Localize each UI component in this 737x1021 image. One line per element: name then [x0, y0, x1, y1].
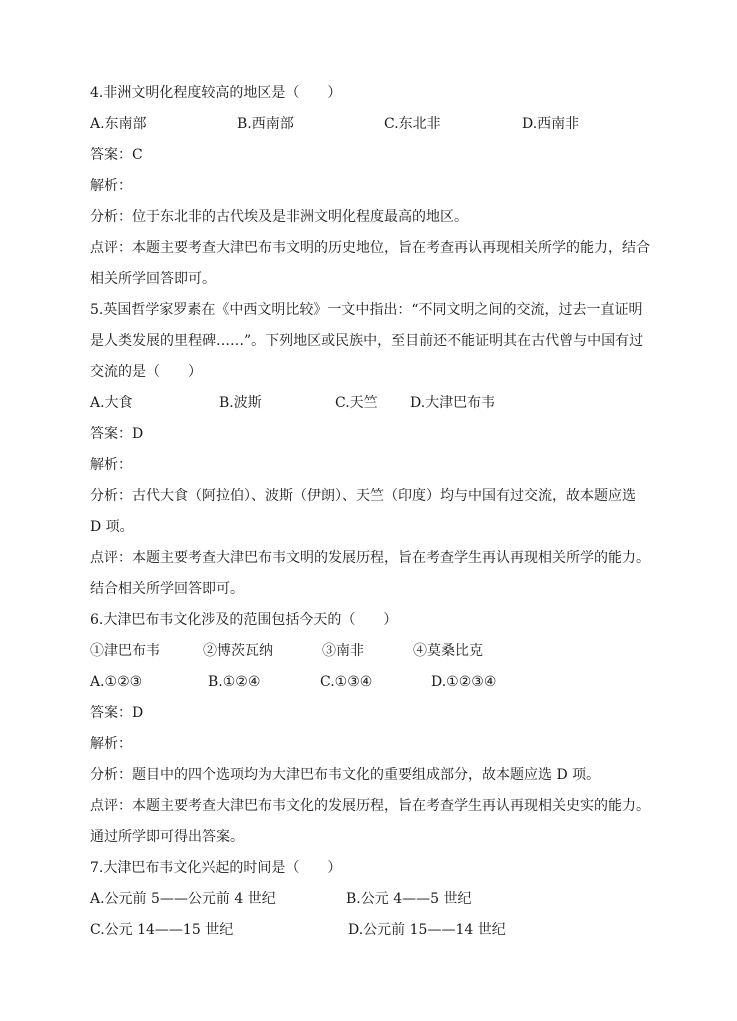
q7-question: 7.大津巴布韦文化兴起的时间是（ ）: [90, 860, 342, 876]
q4-fenxi: 分析：位于东北非的古代埃及是非洲文明化程度最高的地区。: [90, 209, 468, 225]
q7-options-row1: [90, 884, 650, 915]
q6-option-d: D.①②③④: [431, 674, 497, 690]
q7-option-a: A.公元前 5——公元前 4 世纪: [90, 891, 276, 907]
q5-option-d: D.大津巴布韦: [410, 395, 496, 411]
q4-jiexi: 解析：: [90, 178, 132, 194]
q5-jiexi: 解析：: [90, 457, 132, 473]
q6-option-a: A.①②③: [90, 674, 143, 690]
q4-option-a: A.东南部: [90, 116, 147, 132]
document-page: [90, 78, 650, 946]
q5-fenxi-line1: 分析：古代大食（阿拉伯）、波斯（伊朗）、天竺（印度）均与中国有过交流，故本题应选: [90, 488, 636, 504]
q5-dianping-line1: 点评：本题主要考查大津巴布韦文明的发展历程，旨在考查学生再认再现相关所学的能力。: [90, 550, 650, 566]
q6-dianping-line2: 通过所学即可得出答案。: [90, 829, 244, 845]
q6-option-c: C.①③④: [320, 674, 373, 690]
q5-option-a: A.大食: [90, 395, 133, 411]
q7-option-d: D.公元前 15——14 世纪: [348, 922, 506, 938]
q7-options-row2: [90, 915, 650, 946]
q6-item-1: ①津巴布韦: [90, 643, 160, 659]
q7-option-b: B.公元 4——5 世纪: [346, 891, 472, 907]
q6-items: [90, 636, 650, 667]
q4-answer: 答案：C: [90, 147, 143, 163]
q4-option-c: C.东北非: [384, 116, 441, 132]
q5-question-line3: 交流的是（ ）: [90, 364, 202, 380]
q4-question: 4.非洲文明化程度较高的地区是（ ）: [90, 85, 342, 101]
q5-answer: 答案：D: [90, 426, 144, 442]
q5-question-line2: 是人类发展的里程碑……”。下列地区或民族中，至目前还不能证明其在古代曾与中国有过: [90, 333, 644, 349]
q7-option-c: C.公元 14——15 世纪: [90, 922, 234, 938]
q5-question-line1: 5.英国哲学家罗素在《中西文明比较》一文中指出：“不同文明之间的交流，过去一直证明: [90, 302, 643, 318]
q4-dianping-line2: 相关所学回答即可。: [90, 271, 216, 287]
q5-option-b: B.波斯: [219, 395, 262, 411]
q4-options: [90, 109, 650, 140]
q6-item-4: ④莫桑比克: [413, 643, 483, 659]
q6-options: [90, 667, 650, 698]
q5-fenxi-line2: D 项。: [90, 519, 134, 535]
q6-option-b: B.①②④: [208, 674, 261, 690]
q6-question: 6.大津巴布韦文化涉及的范围包括今天的（ ）: [90, 612, 398, 628]
q4-option-b: B.西南部: [237, 116, 294, 132]
q6-jiexi: 解析：: [90, 736, 132, 752]
q6-dianping-line1: 点评：本题主要考查大津巴布韦文化的发展历程，旨在考查学生再认再现相关史实的能力。: [90, 798, 650, 814]
q6-answer: 答案：D: [90, 705, 144, 721]
q6-item-3: ③南非: [322, 643, 364, 659]
q5-dianping-line2: 结合相关所学回答即可。: [90, 581, 244, 597]
q6-item-2: ②博茨瓦纳: [203, 643, 273, 659]
q5-options: [90, 388, 650, 419]
q4-option-d: D.西南非: [522, 116, 580, 132]
q4-dianping-line1: 点评：本题主要考查大津巴布韦文明的历史地位，旨在考查再认再现相关所学的能力，结合: [90, 240, 650, 256]
q5-option-c: C.天竺: [335, 395, 378, 411]
q6-fenxi: 分析：题目中的四个选项均为大津巴布韦文化的重要组成部分，故本题应选 D 项。: [90, 767, 601, 783]
